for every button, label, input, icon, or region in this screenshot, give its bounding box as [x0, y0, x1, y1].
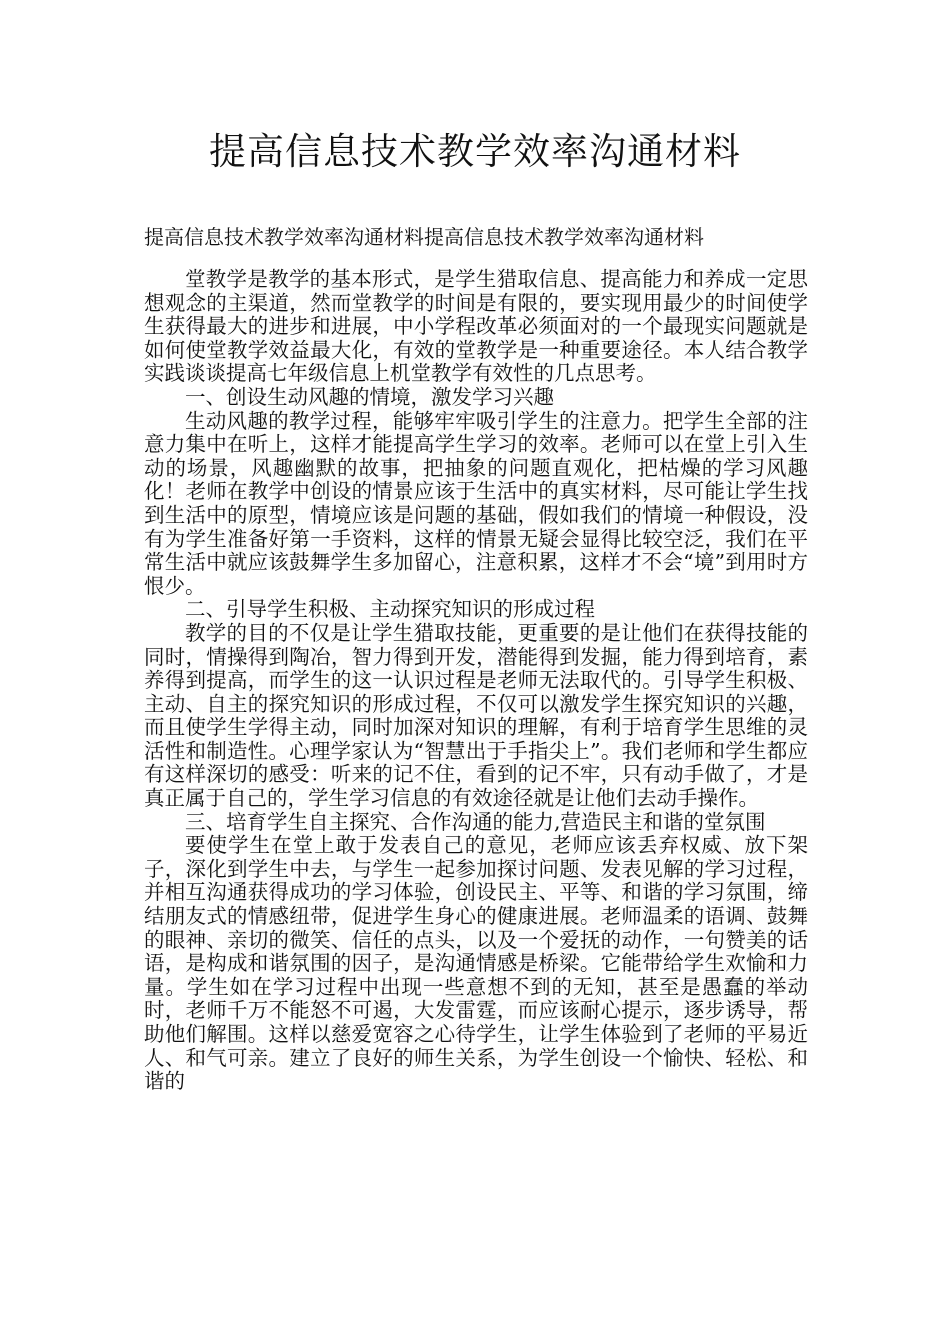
section-heading: 一、创设生动风趣的情境，激发学习兴趣 — [185, 384, 554, 409]
document-title: 提高信息技术教学效率沟通材料 — [209, 130, 741, 173]
document-body — [144, 268, 808, 1094]
body-paragraph: 堂教学是教学的基本形式，是学生猎取信息、提高能力和养成一定思想观念的主渠道，然而堂教学的时间是有限的，要实现用最少的时间使学生获得最大的进步和进展，中小学程改革必须面对的一个最现实问题就是如何使堂教学效益最大化，有效的堂教学是一种重要途径。本人结合教学实践谈谈提高七年级信息上机堂教学有效性的几点思考。 — [144, 267, 808, 386]
body-paragraph: 生动风趣的教学过程，能够牢牢吸引学生的注意力。把学生全部的注意力集中在听上，这样才能提高学生学习的效率。老师可以在堂上引入生动的场景，风趣幽默的故事，把抽象的问题直观化，把枯燥的学习风趣化！老师在教学中创设的情景应该于生活中的真实材料，尽可能让学生找到生活中的原型，情境应该是问题的基础，假如我们的情境一种假设，没有为学生准备好第一手资料，这样的情景无疑会显得比较空泛，我们在平常生活中就应该鼓舞学生多加留心，注意积累，这样才不会“境”到用时方恨少。 — [144, 408, 808, 598]
document-subtitle: 提高信息技术教学效率沟通材料提高信息技术教学效率沟通材料 — [144, 225, 704, 249]
section-heading: 三、培育学生自主探究、合作沟通的能力,营造民主和谐的堂氛围 — [185, 809, 766, 834]
body-paragraph: 要使学生在堂上敢于发表自己的意见，老师应该丢弃权威、放下架子，深化到学生中去，与学生一起参加探讨问题、发表见解的学习过程，并相互沟通获得成功的学习体验，创设民主、平等、和谐的学习氛围，缔结朋友式的情感纽带，促进学生身心的健康进展。老师温柔的语调、鼓舞的眼神、亲切的微笑、信任的点头，以及一个爱抚的动作，一句赞美的话语，是构成和谐氛围的因子，是沟通情感是桥梁。它能带给学生欢愉和力量。学生如在学习过程中出现一些意想不到的无知，甚至是愚蠢的举动时，老师千万不能怒不可遏，大发雷霆，而应该耐心提示，逐步诱导，帮助他们解围。这样以慈爱宽容之心待学生，让学生体验到了老师的平易近人、和气可亲。建立了良好的师生关系，为学生创设一个愉快、轻松、和谐的 — [144, 833, 808, 1094]
section-heading: 二、引导学生积极、主动探究知识的形成过程 — [185, 597, 595, 622]
body-paragraph: 教学的目的不仅是让学生猎取技能，更重要的是让他们在获得技能的同时，情操得到陶冶，智力得到开发，潜能得到发掘，能力得到培育，素养得到提高，而学生的这一认识过程是老师无法取代的。引导学生积极、主动、自主的探究知识的形成过程，不仅可以激发学生探究知识的兴趣，而且使学生学得主动，同时加深对知识的理解，有利于培育学生思维的灵活性和制造性。心理学家认为“智慧出于手指尖上”。我们老师和学生都应有这样深切的感受：听来的记不住，看到的记不牢，只有动手做了，才是真正属于自己的，学生学习信息的有效途径就是让他们去动手操作。 — [144, 620, 808, 811]
